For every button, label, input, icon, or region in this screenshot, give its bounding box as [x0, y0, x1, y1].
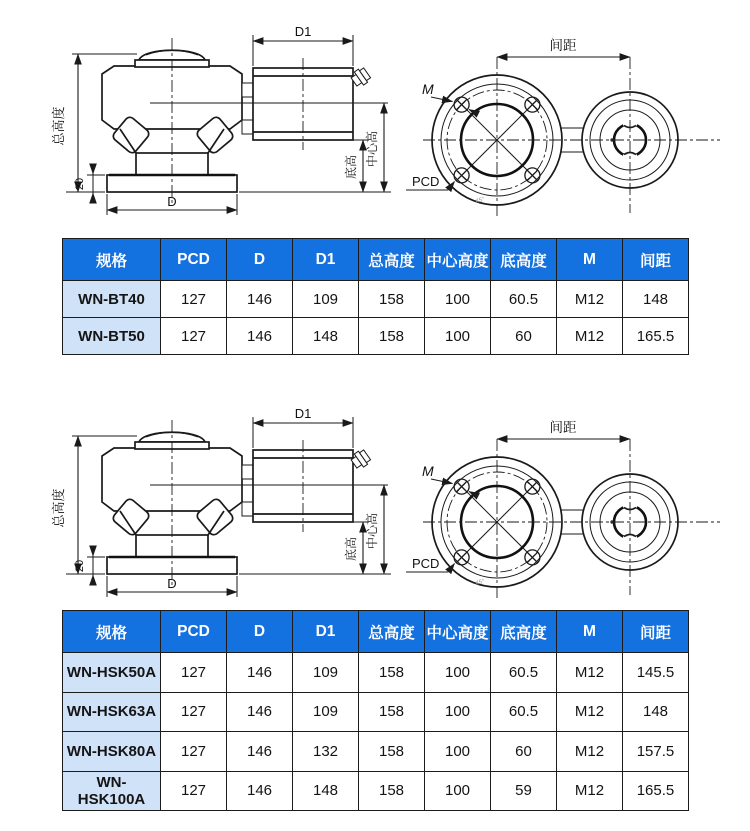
header-cell: M	[557, 611, 623, 653]
spec-cell: 146	[227, 281, 293, 318]
spec-cell: 59	[491, 771, 557, 811]
table-header-row	[63, 611, 689, 653]
spec-cell: 100	[425, 281, 491, 318]
spec-cell: M12	[557, 281, 623, 318]
table-row	[63, 732, 689, 772]
spec-cell: 60	[491, 732, 557, 772]
spec-model-cell: WN-HSK80A	[63, 732, 161, 772]
header-cell: 规格	[63, 611, 161, 653]
spec-cell: 158	[359, 318, 425, 355]
spec-cell: 100	[425, 653, 491, 693]
spec-cell: 157.5	[623, 732, 689, 772]
spec-cell: M12	[557, 318, 623, 355]
header-cell: 底高度	[491, 239, 557, 281]
spec-cell: M12	[557, 771, 623, 811]
spec-cell: 60	[491, 318, 557, 355]
spec-cell: 60.5	[491, 281, 557, 318]
header-cell: 规格	[63, 239, 161, 281]
spec-cell: 127	[161, 692, 227, 732]
spec-cell: 165.5	[623, 318, 689, 355]
spec-cell: 109	[293, 281, 359, 318]
table-row	[63, 318, 689, 355]
spec-cell: 145.5	[623, 653, 689, 693]
spec-cell: M12	[557, 732, 623, 772]
spec-cell: 127	[161, 732, 227, 772]
spec-cell: M12	[557, 653, 623, 693]
table-header-row	[63, 239, 689, 281]
spec-cell: M12	[557, 692, 623, 732]
bt-series-table-wrap	[62, 238, 689, 355]
spec-cell: 148	[623, 281, 689, 318]
spec-model-cell: WN-HSK50A	[63, 653, 161, 693]
spec-cell: 60.5	[491, 653, 557, 693]
header-cell: PCD	[161, 611, 227, 653]
spec-cell: 158	[359, 692, 425, 732]
table-row	[63, 771, 689, 811]
table-row	[63, 692, 689, 732]
spec-cell: 109	[293, 692, 359, 732]
spec-cell: 127	[161, 281, 227, 318]
spec-cell: 146	[227, 318, 293, 355]
side-view-diagram-2	[36, 390, 398, 608]
spec-cell: 109	[293, 653, 359, 693]
spec-cell: 148	[293, 771, 359, 811]
header-cell: PCD	[161, 239, 227, 281]
spec-cell: 127	[161, 653, 227, 693]
spec-cell: 146	[227, 771, 293, 811]
header-cell: 间距	[623, 239, 689, 281]
hsk-series-table-wrap	[62, 610, 689, 811]
spec-cell: 158	[359, 771, 425, 811]
spec-cell: 158	[359, 281, 425, 318]
spec-cell: 158	[359, 653, 425, 693]
spec-cell: 100	[425, 318, 491, 355]
header-cell: 中心高度	[425, 611, 491, 653]
spec-cell: 165.5	[623, 771, 689, 811]
spec-model-cell: WN-HSK63A	[63, 692, 161, 732]
front-view-diagram-2	[398, 392, 743, 607]
spec-cell: 148	[623, 692, 689, 732]
spec-model-cell: WN-BT50	[63, 318, 161, 355]
header-cell: 总高度	[359, 611, 425, 653]
spec-cell: 100	[425, 732, 491, 772]
bt-series-spec-table	[62, 238, 689, 355]
front-view-diagram-1	[398, 10, 743, 225]
spec-model-cell: WN-BT40	[63, 281, 161, 318]
spec-cell: 158	[359, 732, 425, 772]
spec-cell: 146	[227, 732, 293, 772]
header-cell: 中心高度	[425, 239, 491, 281]
spec-cell: 127	[161, 771, 227, 811]
spec-cell: 60.5	[491, 692, 557, 732]
table-row	[63, 281, 689, 318]
header-cell: D1	[293, 239, 359, 281]
header-cell: 总高度	[359, 239, 425, 281]
spec-cell: 127	[161, 318, 227, 355]
spec-cell: 132	[293, 732, 359, 772]
spec-cell: 146	[227, 653, 293, 693]
header-cell: 间距	[623, 611, 689, 653]
spec-cell: 148	[293, 318, 359, 355]
spec-cell: 100	[425, 692, 491, 732]
side-view-diagram-1	[36, 8, 398, 226]
header-cell: D1	[293, 611, 359, 653]
header-cell: D	[227, 611, 293, 653]
header-cell: M	[557, 239, 623, 281]
table-row	[63, 653, 689, 693]
spec-model-cell: WN-HSK100A	[63, 771, 161, 811]
header-cell: D	[227, 239, 293, 281]
hsk-series-spec-table	[62, 610, 689, 811]
spec-cell: 146	[227, 692, 293, 732]
spec-cell: 100	[425, 771, 491, 811]
header-cell: 底高度	[491, 611, 557, 653]
